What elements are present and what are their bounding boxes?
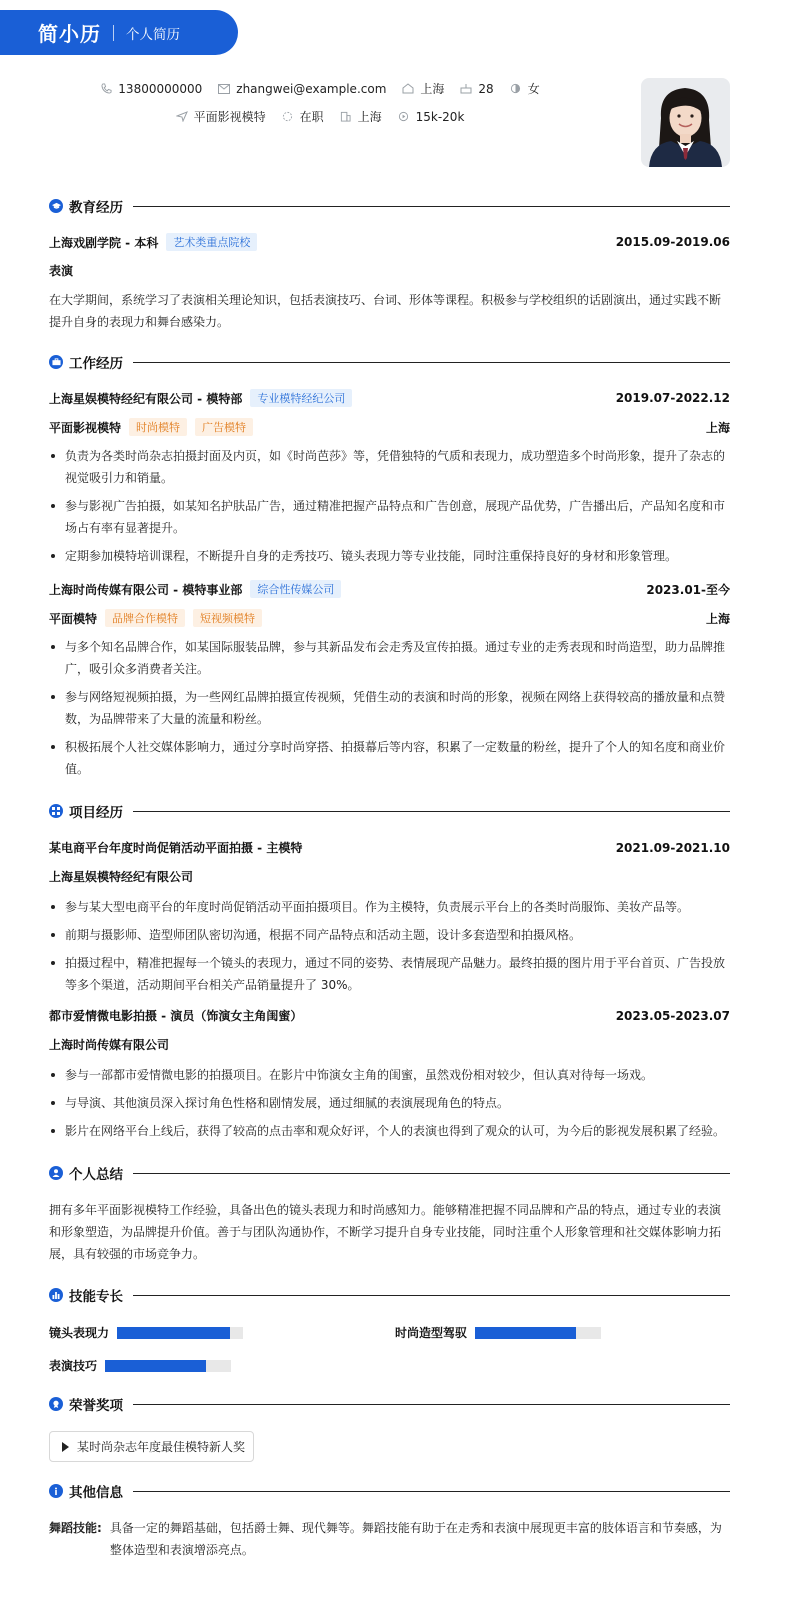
- work-city-item: [340, 108, 382, 125]
- phone-item: [100, 82, 202, 96]
- skill-item: [49, 1324, 243, 1341]
- company-tag: 综合性传媒公司: [250, 580, 341, 598]
- role-name: 平面模特: [49, 611, 98, 626]
- section-divider: [133, 362, 730, 363]
- list-item: 定期参加模特培训课程，不断提升自身的走秀技巧、镜头表现力等专业技能，同时注重保持良好的身材和形象管理。: [49, 545, 730, 567]
- brand-divider: [113, 25, 114, 41]
- list-item: 与导演、其他演员深入探讨角色性格和剧情发展，通过细腻的表演展现角色的特点。: [49, 1092, 730, 1114]
- graduation-cap-icon: [49, 199, 63, 213]
- city-item: [402, 80, 444, 97]
- section-projects: [49, 801, 730, 821]
- project-1-bullets: [49, 896, 730, 1002]
- info-icon: [49, 1484, 63, 1498]
- list-item: 参与一部都市爱情微电影的拍摄项目。在影片中饰演女主角的闺蜜，虽然戏份相对较少，但认真对待每一场戏。: [49, 1064, 730, 1086]
- work-1-bullets: [49, 445, 730, 573]
- role-name: 平面影视模特: [49, 420, 122, 435]
- person-icon: [49, 1166, 63, 1180]
- section-education: [49, 196, 730, 216]
- summary-text: 拥有多年平面影视模特工作经验，具备出色的镜头表现力和时尚感知力。能够精准把握不同品牌和产品的特点，通过专业的表演和形象塑造，为品牌提升价值。善于与团队沟通协作，不断学习提升自身专业技能，同时注重个人形象管理和社交媒体影响力拓展，具有较强的市场竞争力。: [49, 1203, 722, 1261]
- section-other: [49, 1481, 730, 1501]
- work-location: 上海: [705, 420, 730, 435]
- brand-logo: 简小历: [38, 22, 101, 46]
- contact-row-2: [0, 108, 640, 125]
- position-text: 平面影视模特: [193, 110, 266, 124]
- work-city-text: 上海: [357, 110, 382, 124]
- skill-name: 表演技巧: [49, 1359, 98, 1373]
- list-item: 负责为各类时尚杂志拍摄封面及内页，如《时尚芭莎》等，凭借独特的气质和表现力，成功塑造多个时尚形象，提升了杂志的视觉吸引力和销量。: [49, 445, 730, 489]
- section-divider: [133, 811, 730, 812]
- home-icon: [402, 83, 414, 95]
- cake-icon: [460, 83, 472, 95]
- work-2-bullets: [49, 636, 730, 786]
- work-2-role-row: [49, 609, 730, 627]
- section-divider: [133, 1404, 730, 1405]
- phone-icon: [100, 83, 112, 95]
- education-header: [49, 233, 730, 251]
- project-title: 某电商平台年度时尚促销活动平面拍摄 - 主模特: [49, 841, 303, 855]
- age-item: [460, 82, 493, 96]
- other-info-row: [49, 1517, 730, 1561]
- section-title: 其他信息: [69, 1485, 123, 1501]
- section-summary: [49, 1163, 730, 1183]
- status-item: [282, 108, 324, 125]
- work-1-role-row: [49, 418, 730, 436]
- section-title: 荣誉奖项: [69, 1398, 123, 1414]
- education-date: 2015.09-2019.06: [615, 235, 730, 249]
- skill-bar: [105, 1360, 231, 1372]
- section-divider: [133, 1295, 730, 1296]
- contact-row-1: [0, 80, 640, 97]
- skill-item: [49, 1357, 231, 1374]
- role-tag: 广告模特: [195, 418, 253, 436]
- other-label: 舞蹈技能:: [49, 1521, 102, 1535]
- list-item: 参与网络短视频拍摄，为一些网红品牌拍摄宣传视频，凭借生动的表演和时尚的形象，视频在网络上获得较高的播放量和点赞数，为品牌带来了大量的流量和粉丝。: [49, 686, 730, 730]
- building-icon: [340, 111, 352, 123]
- skill-name: 时尚造型驾驭: [395, 1326, 468, 1340]
- send-icon: [176, 111, 188, 123]
- play-icon: [62, 1442, 69, 1452]
- project-2-header: [49, 1007, 730, 1024]
- list-item: 参与影视广告拍摄，如某知名护肤品广告，通过精准把握产品特点和广告创意，展现产品优势，广告播出后，产品知名度和市场占有率有显著提升。: [49, 495, 730, 539]
- list-item: 影片在网络平台上线后，获得了较高的点击率和观众好评，个人的表演也得到了观众的认可，为今后的影视发展积累了经验。: [49, 1120, 730, 1142]
- company-name: 上海星娱模特经纪有限公司 - 模特部: [49, 391, 243, 406]
- company-name: 上海时尚传媒有限公司 - 模特事业部: [49, 582, 243, 597]
- section-title: 项目经历: [69, 805, 123, 821]
- position-item: [176, 108, 266, 125]
- skill-bar: [117, 1327, 243, 1339]
- project-org: 上海星娱模特经纪有限公司: [49, 870, 194, 884]
- status-icon: [282, 111, 294, 123]
- project-2-bullets: [49, 1064, 730, 1148]
- gender-icon: [510, 83, 522, 95]
- role-tag: 品牌合作模特: [105, 609, 185, 627]
- school-name: 上海戏剧学院 - 本科: [49, 235, 159, 250]
- project-org: 上海时尚传媒有限公司: [49, 1038, 170, 1052]
- profile-photo: [641, 78, 730, 167]
- salary-icon: [398, 111, 410, 123]
- section-divider: [133, 1491, 730, 1492]
- section-awards: [49, 1394, 730, 1414]
- section-title: 技能专长: [69, 1289, 123, 1305]
- work-date: 2019.07-2022.12: [615, 391, 730, 405]
- gender-item: [510, 80, 540, 97]
- age-text: 28: [478, 81, 494, 96]
- list-item: 与多个知名品牌合作，如某国际服装品牌，参与其新品发布会走秀及宣传拍摄。通过专业的走秀表现和时尚造型，助力品牌推广，吸引众多消费者关注。: [49, 636, 730, 680]
- award-chip: [49, 1431, 254, 1462]
- bar-chart-icon: [49, 1288, 63, 1302]
- city-text: 上海: [420, 82, 445, 96]
- skill-bar-fill: [475, 1327, 576, 1339]
- email-item: [218, 82, 386, 96]
- project-date: 2023.05-2023.07: [615, 1008, 730, 1023]
- skill-bar: [475, 1327, 601, 1339]
- brand-banner: [0, 10, 238, 55]
- skill-item: [395, 1324, 601, 1341]
- status-text: 在职: [299, 110, 324, 124]
- role-tag: 短视频模特: [193, 609, 262, 627]
- work-location: 上海: [705, 611, 730, 626]
- list-item: 拍摄过程中，精准把握每一个镜头的表现力，通过不同的姿势、表情展现产品魅力。最终拍摄的图片用于平台首页、广告投放等多个渠道，活动期间平台相关产品销量提升了 30%。: [49, 952, 730, 996]
- award-text: 某时尚杂志年度最佳模特新人奖: [77, 1440, 246, 1454]
- section-skills: [49, 1285, 730, 1305]
- project-date: 2021.09-2021.10: [615, 840, 730, 855]
- project-title: 都市爱情微电影拍摄 - 演员（饰演女主角闺蜜）: [49, 1009, 303, 1023]
- project-1-header: [49, 839, 730, 856]
- email-text: zhangwei@example.com: [236, 81, 387, 96]
- company-tag: 专业模特经纪公司: [250, 389, 352, 407]
- project-2-org-row: [49, 1036, 730, 1053]
- section-divider: [133, 206, 730, 207]
- gender-text: 女: [527, 82, 540, 96]
- skill-name: 镜头表现力: [49, 1326, 110, 1340]
- skill-bar-fill: [117, 1327, 230, 1339]
- medal-icon: [49, 1397, 63, 1411]
- work-date: 2023.01-至今: [646, 582, 730, 597]
- salary-text: 15k-20k: [415, 109, 465, 124]
- role-tag: 时尚模特: [129, 418, 187, 436]
- major-name: 表演: [49, 264, 74, 278]
- list-item: 前期与摄影师、造型师团队密切沟通，根据不同产品特点和活动主题，设计多套造型和拍摄风格。: [49, 924, 730, 946]
- grid-icon: [49, 804, 63, 818]
- skill-bar-fill: [105, 1360, 206, 1372]
- mail-icon: [218, 83, 230, 95]
- section-title: 工作经历: [69, 356, 123, 372]
- other-text: 具备一定的舞蹈基础，包括爵士舞、现代舞等。舞蹈技能有助于在走秀和表演中展现更丰富的肢体语言和节奏感，为整体造型和表演增添亮点。: [109, 1521, 722, 1557]
- briefcase-icon: [49, 355, 63, 369]
- section-title: 教育经历: [69, 200, 123, 216]
- brand-subtitle: 个人简历: [126, 26, 180, 43]
- section-work: [49, 352, 730, 372]
- project-1-org-row: [49, 868, 730, 885]
- list-item: 参与某大型电商平台的年度时尚促销活动平面拍摄项目。作为主模特，负责展示平台上的各类时尚服饰、美妆产品等。: [49, 896, 730, 918]
- phone-text: 13800000000: [118, 81, 203, 96]
- work-2-header: [49, 580, 730, 598]
- section-title: 个人总结: [69, 1167, 123, 1183]
- school-tag: 艺术类重点院校: [166, 233, 257, 251]
- list-item: 积极拓展个人社交媒体影响力，通过分享时尚穿搭、拍摄幕后等内容，积累了一定数量的粉丝，提升了个人的知名度和商业价值。: [49, 736, 730, 780]
- education-description: 在大学期间，系统学习了表演相关理论知识，包括表演技巧、台词、形体等课程。积极参与学校组织的话剧演出，通过实践不断提升自身的表现力和舞台感染力。: [49, 293, 722, 329]
- education-major-row: [49, 262, 730, 279]
- section-divider: [133, 1173, 730, 1174]
- salary-item: [398, 110, 465, 124]
- work-1-header: [49, 389, 730, 407]
